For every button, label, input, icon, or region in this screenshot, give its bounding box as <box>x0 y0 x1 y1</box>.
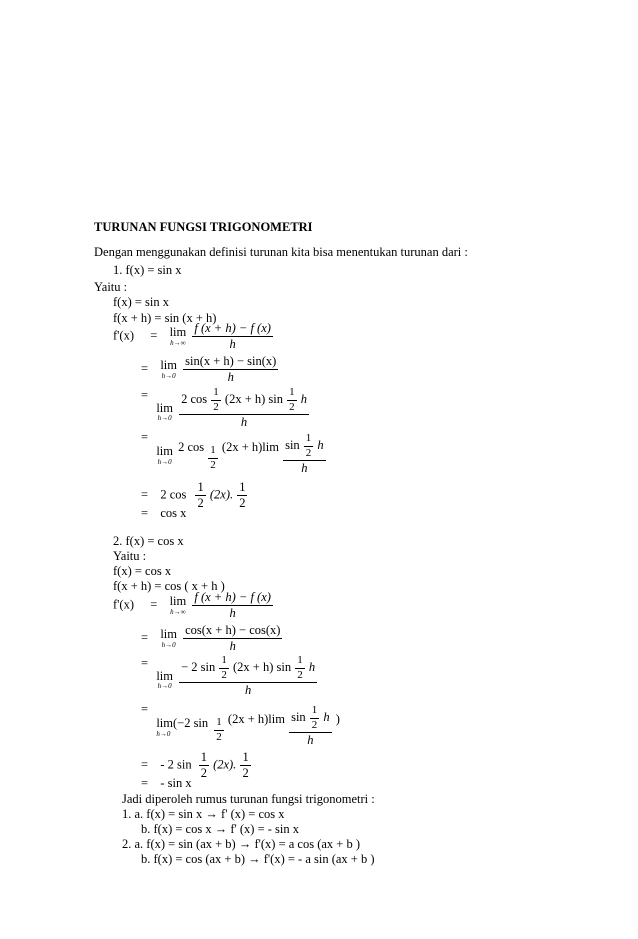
fprime-label: f'(x) <box>113 597 134 612</box>
s1-line-1: f(x) = sin x <box>113 295 169 309</box>
fraction: $\frac{f (x + h) - f (x)}{h}$ <box>194 321 271 352</box>
s1-step-5: = 2 cos $\frac{1}{2}$ (2x). $\frac{1}{2}$ <box>141 480 246 511</box>
limit: lim h→∞ <box>169 325 187 347</box>
equals-sign: = <box>141 361 149 376</box>
fraction: 2 cos $\frac{1}{2}$ (2x + h) sin $\frac{1}{2}$ h h <box>181 386 307 430</box>
rule-1b: b. f(x) = cos x → f' (x) = - sin x <box>141 822 299 836</box>
s1-step-4: = lim h→0 2 cos $\frac{1}{2}$ (2x + h)lim sin $\frac{1}{2}$ h h <box>141 430 324 476</box>
equals-sign: = <box>141 387 149 402</box>
s2-line-1: f(x) = cos x <box>113 564 172 578</box>
s1-step-3 <box>141 387 310 429</box>
s2-step-5: = - 2 sin $\frac{1}{2}$ (2x). $\frac{1}{2}$ <box>141 750 249 781</box>
s2-step-1: f'(x) = lim h→∞ $\frac{f (x + h) - f (x)}{h}$ <box>113 590 271 621</box>
s1-line-2: f(x + h) = sin (x + h) <box>113 311 217 325</box>
fraction: sin $\frac{1}{2}$ h h <box>285 432 324 476</box>
equals-sign: = <box>141 430 149 444</box>
intro-text: Dengan menggunakan definisi turunan kita bisa menentukan turunan dari : <box>94 245 468 259</box>
rule-1a: 1. a. f(x) = sin x → f' (x) = cos x <box>122 807 285 821</box>
fraction: $\frac{\sin(x + h) - \sin(x)}{h}$ <box>185 354 277 385</box>
s2-step-4: = lim(−2 sin h→0 $\frac{1}{2}$ (2x + h)lim sin $\frac{1}{2}$ h h ) <box>141 702 340 748</box>
document-title: TURUNAN FUNGSI TRIGONOMETRI <box>94 220 313 234</box>
equals-sign: = <box>150 328 158 343</box>
summary-text: Jadi diperoleh rumus turunan fungsi trigonometri : <box>122 792 375 806</box>
s1-step-1 <box>113 322 274 351</box>
item-1: 1. f(x) = sin x <box>113 263 182 277</box>
yaitu-2: Yaitu : <box>113 549 147 563</box>
s2-line-2: f(x + h) = cos ( x + h ) <box>113 579 225 593</box>
s1-step-2 <box>141 355 279 384</box>
rule-2a: 2. a. f(x) = sin (ax + b) → f'(x) = a cos (ax + b ) <box>122 837 361 851</box>
item-2: 2. f(x) = cos x <box>113 534 184 548</box>
s2-step-2: = lim h→0 $\frac{\cos(x + h) - \cos(x)}{h}$ <box>141 623 281 654</box>
rule-2b: b. f(x) = cos (ax + b) → f'(x) = - a sin (ax + b ) <box>141 852 375 866</box>
equals-sign: = <box>141 487 149 502</box>
limit: lim h→0 <box>156 444 173 466</box>
s2-final: = - sin x <box>141 776 192 790</box>
limit: lim h→0 <box>156 400 173 423</box>
s2-step-3: = lim h→0 − 2 sin $\frac{1}{2}$ (2x + h) sin $\frac{1}{2}$ h h <box>141 654 316 698</box>
s1-final: = cos x <box>141 506 187 520</box>
limit: lim h→0 <box>160 358 177 380</box>
fprime-label: f'(x) <box>113 328 134 343</box>
yaitu-1: Yaitu : <box>94 280 128 294</box>
